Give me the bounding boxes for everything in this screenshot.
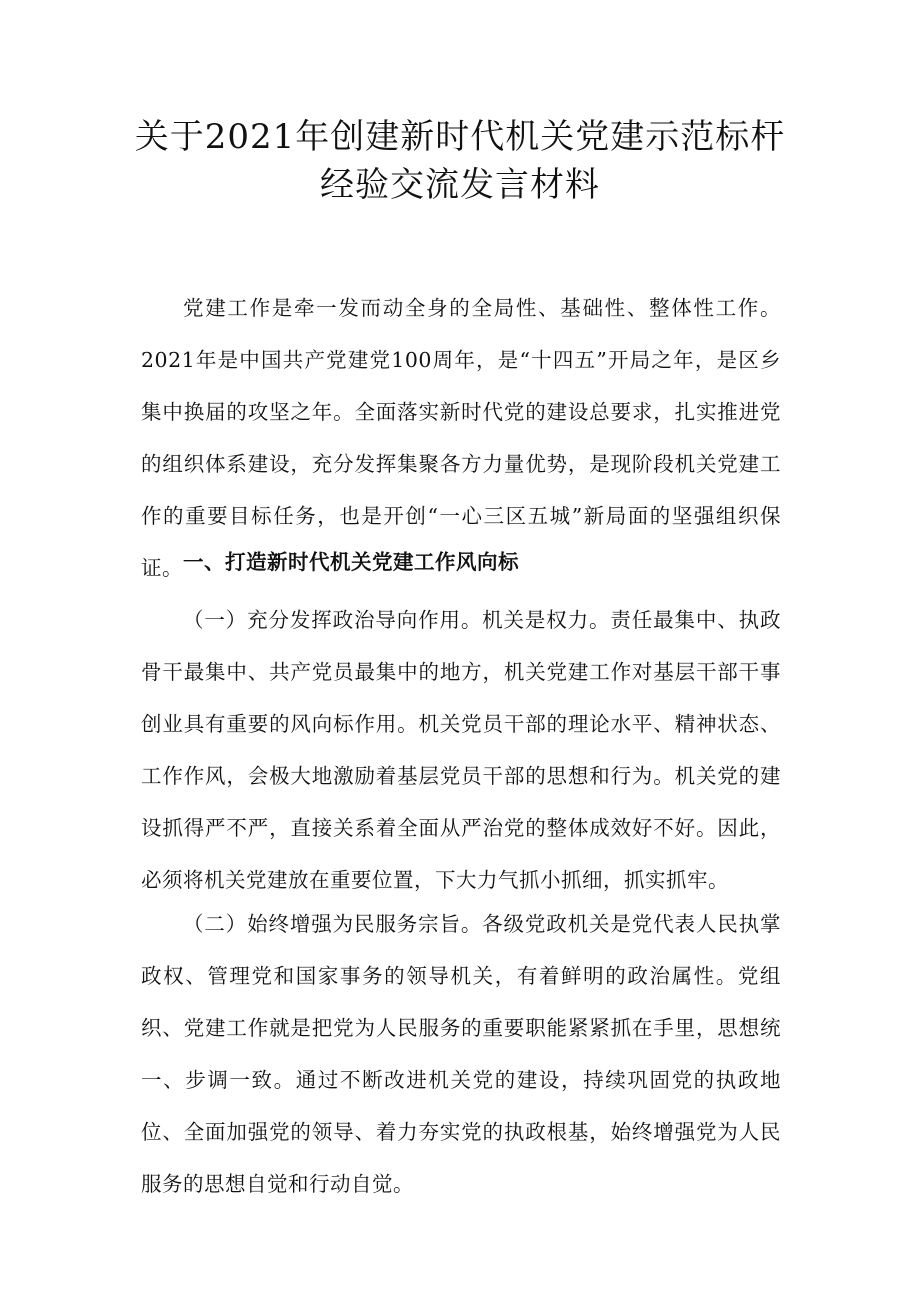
section-heading-block (141, 536, 781, 588)
section-paragraph-2-block (141, 898, 781, 1210)
section-paragraph-1: （一）充分发挥政治导向作用。机关是权力。责任最集中、执政骨干最集中、共产党员最集中的地方，机关党建工作对基层干部干事创业具有重要的风向标作用。机关党员干部的理论水平、精神状态、工作作风，会极大地激励着基层党员干部的思想和行为。机关党的建设抓得严不严，直接关系着全面从严治党的整体成效好不好。因此，必须将机关党建放在重要位置，下大力气抓小抓细，抓实抓牢。 (141, 608, 781, 892)
section-paragraph-1-block (141, 594, 781, 906)
section-paragraph-2: （二）始终增强为民服务宗旨。各级党政机关是党代表人民执掌政权、管理党和国家事务的领导机关，有着鲜明的政治属性。党组织、党建工作就是把党为人民服务的重要职能紧紧抓在手里，思想统一、步调一致。通过不断改进机关党的建设，持续巩固党的执政地位、全面加强党的领导、着力夯实党的执政根基，始终增强党为人民服务的思想自觉和行动自觉。 (141, 912, 781, 1196)
section-heading: 一、打造新时代机关党建工作风向标 (183, 550, 519, 574)
document-title-line-1: 关于2021年创建新时代机关党建示范标杆 (134, 117, 786, 157)
intro-paragraph: 党建工作是牵一发而动全身的全局性、基础性、整体性工作。2021年是中国共产党建党100周年，是“十四五”开局之年，是区乡集中换届的攻坚之年。全面落实新时代党的建设总要求，扎实推进党的组织体系建设，充分发挥集聚各方力量优势，是现阶段机关党建工作的重要目标任务，也是开创“一心三区五城”新局面的坚强组织保证。 (141, 296, 781, 580)
document-title-line-2: 经验交流发言材料 (320, 165, 600, 205)
